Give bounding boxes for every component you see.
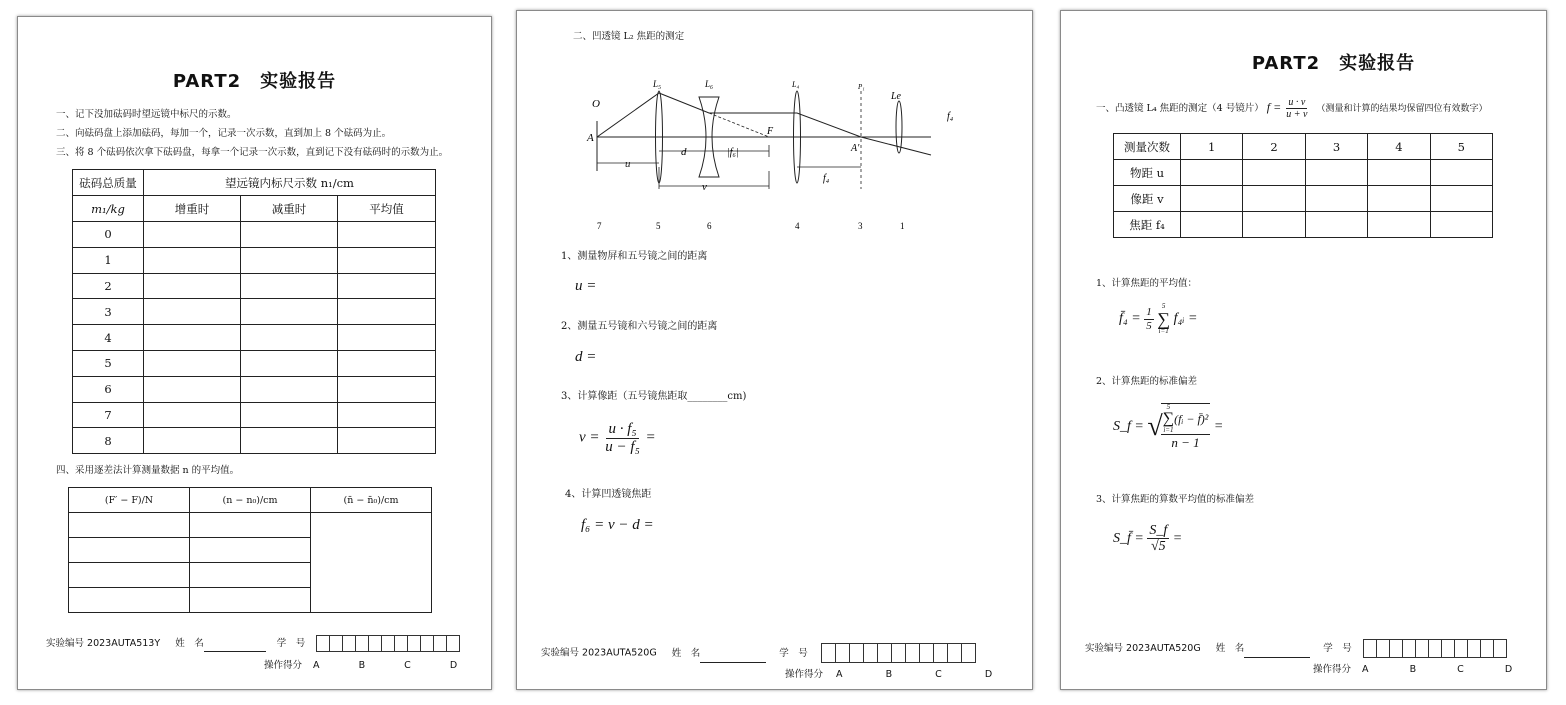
number-6: 6: [707, 221, 712, 231]
item-3: 3、计算像距（五号镜焦距取________cm): [561, 391, 747, 402]
item-1: 1、计算焦距的平均值：: [1096, 278, 1198, 289]
row-label: 8: [73, 428, 144, 454]
col-mean-delta-n: (n̄ − n̄₀)/cm: [311, 488, 432, 513]
input-cell[interactable]: [190, 513, 311, 538]
experiment-number: 实验编号 2023AUTA513Y: [46, 638, 161, 649]
input-cell[interactable]: [1243, 212, 1305, 238]
row-label: 7: [73, 402, 144, 428]
grade-d: D: [449, 660, 458, 671]
name-field[interactable]: [204, 651, 266, 652]
input-cell[interactable]: [338, 222, 436, 248]
formula-sem-lhs: S_f̄ =: [1113, 531, 1144, 547]
formula-v: v = $\frac{\text{u · f₅}}{\text{u − f₅}}$ =: [579, 421, 656, 455]
student-id-boxes[interactable]: [1363, 639, 1507, 658]
label-a-prime: A′: [851, 143, 860, 154]
input-cell[interactable]: [338, 273, 436, 299]
input-cell[interactable]: [241, 299, 338, 325]
input-cell[interactable]: [1305, 160, 1367, 186]
formula-mean-rhs: f₄ᵢ =: [1173, 311, 1198, 327]
number-7: 7: [597, 221, 602, 231]
label-a: A: [587, 132, 594, 144]
row-label: 4: [73, 325, 144, 351]
sum-bottom: i=1: [1158, 327, 1169, 335]
formula-sem: [1113, 523, 1182, 555]
formula-mean-frac-num: 1: [1146, 306, 1152, 319]
input-cell[interactable]: [241, 376, 338, 402]
heading-note: （测量和计算的结果均保留四位有效数字）: [1316, 104, 1488, 114]
formula-v-lhs: v =: [579, 429, 600, 446]
input-cell[interactable]: [338, 325, 436, 351]
number-1: 1: [900, 221, 905, 231]
sd-sum-symbol: ∑: [1162, 410, 1175, 427]
formula-v-num: u · f₅: [608, 421, 637, 437]
weight-reading-table: [72, 169, 436, 454]
row-image-distance: 像距 v: [1114, 186, 1181, 212]
formula-sd-den: n − 1: [1171, 435, 1200, 450]
input-cell[interactable]: [1181, 186, 1243, 212]
input-cell[interactable]: [190, 588, 311, 613]
formula-sd: [1113, 403, 1223, 451]
label-u: u: [625, 158, 631, 170]
input-cell[interactable]: [144, 273, 241, 299]
formula-sd-num: (fᵢ − f̄)²: [1174, 411, 1209, 426]
label-le: Le: [891, 91, 901, 102]
student-id-label: 学 号: [276, 638, 306, 649]
number-4: 4: [795, 221, 800, 231]
label-p1: P₁: [858, 83, 865, 91]
row-label: 5: [73, 350, 144, 376]
formula-sd-lhs: S_f =: [1113, 419, 1144, 435]
input-cell[interactable]: [69, 538, 190, 563]
grade-a: A: [836, 669, 843, 680]
difference-table: [68, 487, 432, 613]
input-cell[interactable]: [1430, 186, 1492, 212]
input-cell[interactable]: [1368, 212, 1430, 238]
col-4: 4: [1368, 134, 1430, 160]
input-cell[interactable]: [241, 247, 338, 273]
input-cell[interactable]: [311, 513, 432, 613]
input-cell[interactable]: [241, 402, 338, 428]
footer: [1085, 639, 1507, 658]
input-cell[interactable]: [241, 325, 338, 351]
input-cell[interactable]: [338, 299, 436, 325]
score-row: [1313, 661, 1512, 675]
input-cell[interactable]: [69, 588, 190, 613]
label-f6: |f₆|: [727, 147, 739, 158]
col-2: 2: [1243, 134, 1305, 160]
section-4-heading: 四、采用逐差法计算测量数据 n 的平均值。: [56, 465, 240, 476]
input-cell[interactable]: [144, 376, 241, 402]
heading-formula-den: u + v: [1286, 109, 1308, 120]
input-cell[interactable]: [144, 428, 241, 454]
input-cell[interactable]: [241, 428, 338, 454]
row-label: 1: [73, 247, 144, 273]
score-row: [785, 666, 992, 680]
label-l5: L₅: [653, 79, 662, 89]
section-heading: [1096, 97, 1487, 120]
section-heading: 二、凹透镜 L₂ 焦距的测定: [573, 31, 685, 42]
experiment-number: 实验编号 2023AUTA520G: [1085, 643, 1201, 654]
heading-formula-num: u · v: [1288, 97, 1306, 108]
label-o: O: [592, 98, 600, 110]
row-label: 6: [73, 376, 144, 402]
item-4: 4、计算凹透镜焦距: [565, 489, 652, 500]
grade-a: A: [1362, 664, 1369, 675]
student-id-boxes[interactable]: [316, 635, 460, 652]
grade-c: C: [1457, 664, 1464, 675]
formula-u: u =: [575, 278, 597, 294]
label-f: F: [767, 126, 774, 137]
header-count: 测量次数: [1114, 134, 1181, 160]
grade-c: C: [935, 669, 942, 680]
item-3: 3、计算焦距的算数平均值的标准偏差: [1096, 494, 1255, 505]
optics-diagram: [577, 71, 957, 231]
page-title: PART2 实验报告: [172, 71, 337, 92]
input-cell[interactable]: [1243, 160, 1305, 186]
instruction-3: 三、将 8 个砝码依次拿下砝码盘，每拿一个记录一次示数，直到记下没有砝码时的示数为止。: [56, 147, 449, 158]
input-cell[interactable]: [338, 247, 436, 273]
footer: [46, 635, 460, 652]
input-cell[interactable]: [1430, 212, 1492, 238]
grade-d: D: [984, 669, 993, 680]
name-label: 姓 名: [671, 647, 701, 659]
input-cell[interactable]: [190, 563, 311, 588]
page-3: [1060, 10, 1547, 690]
col-force: (F′ − F)/N: [69, 488, 190, 513]
sd-sum-top: 5: [1166, 403, 1171, 411]
footer: [541, 643, 976, 663]
input-cell[interactable]: [338, 428, 436, 454]
mass-header: 砝码总质量: [73, 170, 144, 196]
formula-sd-equals: =: [1213, 419, 1224, 435]
reading-header: 望远镜内标尺示数 n₁/cm: [144, 170, 436, 196]
input-cell[interactable]: [1243, 186, 1305, 212]
input-cell[interactable]: [144, 299, 241, 325]
score-label: 操作得分: [264, 660, 303, 671]
name-label: 姓 名: [175, 638, 204, 649]
input-cell[interactable]: [69, 563, 190, 588]
input-cell[interactable]: [144, 247, 241, 273]
score-label: 操作得分: [785, 669, 824, 680]
label-l4: L₄: [792, 80, 800, 89]
student-id-label: 学 号: [779, 647, 808, 659]
sum-symbol: ∑: [1157, 309, 1171, 329]
col-increase: 增重时: [144, 196, 241, 222]
row-label: 2: [73, 273, 144, 299]
page-1: [17, 16, 492, 690]
page-2: [516, 10, 1033, 690]
label-f4-right: f₄: [947, 111, 954, 122]
sqrt-symbol: √: [1147, 411, 1163, 442]
input-cell[interactable]: [1368, 160, 1430, 186]
focal-length-table: [1113, 133, 1493, 238]
instruction-1: 一、记下没加砝码时望远镜中标尺的示数。: [56, 109, 237, 120]
sum-top: 5: [1161, 302, 1166, 310]
item-2: 2、测量五号镜和六号镜之间的距离: [561, 321, 718, 332]
input-cell[interactable]: [69, 513, 190, 538]
input-cell[interactable]: [338, 376, 436, 402]
input-cell[interactable]: [241, 222, 338, 248]
row-object-distance: 物距 u: [1114, 160, 1181, 186]
input-cell[interactable]: [190, 538, 311, 563]
experiment-number: 实验编号 2023AUTA520G: [541, 647, 657, 659]
formula-sem-den: √5: [1150, 539, 1166, 555]
col-decrease: 减重时: [241, 196, 338, 222]
formula-mean: [1119, 303, 1197, 335]
label-d: d: [681, 146, 687, 158]
input-cell[interactable]: [144, 325, 241, 351]
formula-f6: f₆ = v − d =: [581, 517, 654, 533]
label-f4-dim: f₄: [823, 173, 830, 184]
number-3: 3: [858, 221, 863, 231]
input-cell[interactable]: [1181, 160, 1243, 186]
grade-b: B: [1409, 664, 1417, 675]
item-1: 1、测量物屏和五号镜之间的距离: [561, 251, 708, 262]
item-2: 2、计算焦距的标准偏差: [1096, 376, 1198, 387]
input-cell[interactable]: [1305, 186, 1367, 212]
input-cell[interactable]: [1368, 186, 1430, 212]
col-average: 平均值: [338, 196, 436, 222]
student-id-label: 学 号: [1323, 643, 1352, 654]
col-1: 1: [1181, 134, 1243, 160]
page-title: PART2 实验报告: [1251, 53, 1416, 74]
row-label: 3: [73, 299, 144, 325]
input-cell[interactable]: [1305, 212, 1367, 238]
col-5: 5: [1430, 134, 1492, 160]
name-field[interactable]: [700, 662, 766, 663]
input-cell[interactable]: [144, 402, 241, 428]
input-cell[interactable]: [144, 350, 241, 376]
name-field[interactable]: [1244, 657, 1310, 658]
number-5: 5: [656, 221, 661, 231]
col-delta-n: (n − n₀)/cm: [190, 488, 311, 513]
formula-v-den: u − f₅: [605, 438, 640, 455]
input-cell[interactable]: [241, 350, 338, 376]
sd-sum-bottom: i=1: [1163, 426, 1174, 434]
col-3: 3: [1305, 134, 1367, 160]
input-cell[interactable]: [338, 402, 436, 428]
score-label: 操作得分: [1313, 664, 1352, 675]
input-cell[interactable]: [338, 350, 436, 376]
grade-c: C: [404, 660, 411, 671]
student-id-boxes[interactable]: [821, 643, 976, 663]
name-label: 姓 名: [1215, 643, 1245, 654]
grade-d: D: [1504, 664, 1513, 675]
row-label: 0: [73, 222, 144, 248]
label-v: v: [702, 181, 707, 193]
score-row: [264, 657, 457, 671]
heading-formula-lhs: f =: [1266, 100, 1282, 114]
grade-a: A: [313, 660, 320, 671]
input-cell[interactable]: [1430, 160, 1492, 186]
row-focal-length: 焦距 f₄: [1114, 212, 1181, 238]
grade-b: B: [358, 660, 366, 671]
heading-text: 一、凸透镜 L₄ 焦距的测定（4 号镜片）: [1096, 103, 1264, 114]
formula-mean-frac-den: 5: [1146, 319, 1152, 332]
formula-d: d =: [575, 349, 597, 365]
formula-sem-num: S_f: [1149, 523, 1168, 538]
instruction-2: 二、向砝码盘上添加砝码，每加一个，记录一次示数，直到加上 8 个砝码为止。: [56, 128, 392, 139]
input-cell[interactable]: [144, 222, 241, 248]
input-cell[interactable]: [241, 273, 338, 299]
mass-unit: m₁/kg: [73, 196, 144, 222]
label-l6: L₆: [705, 79, 714, 89]
formula-sem-equals: =: [1172, 531, 1183, 547]
grade-b: B: [885, 669, 893, 680]
formula-mean-lhs: f̄₄ =: [1119, 311, 1141, 327]
input-cell[interactable]: [1181, 212, 1243, 238]
